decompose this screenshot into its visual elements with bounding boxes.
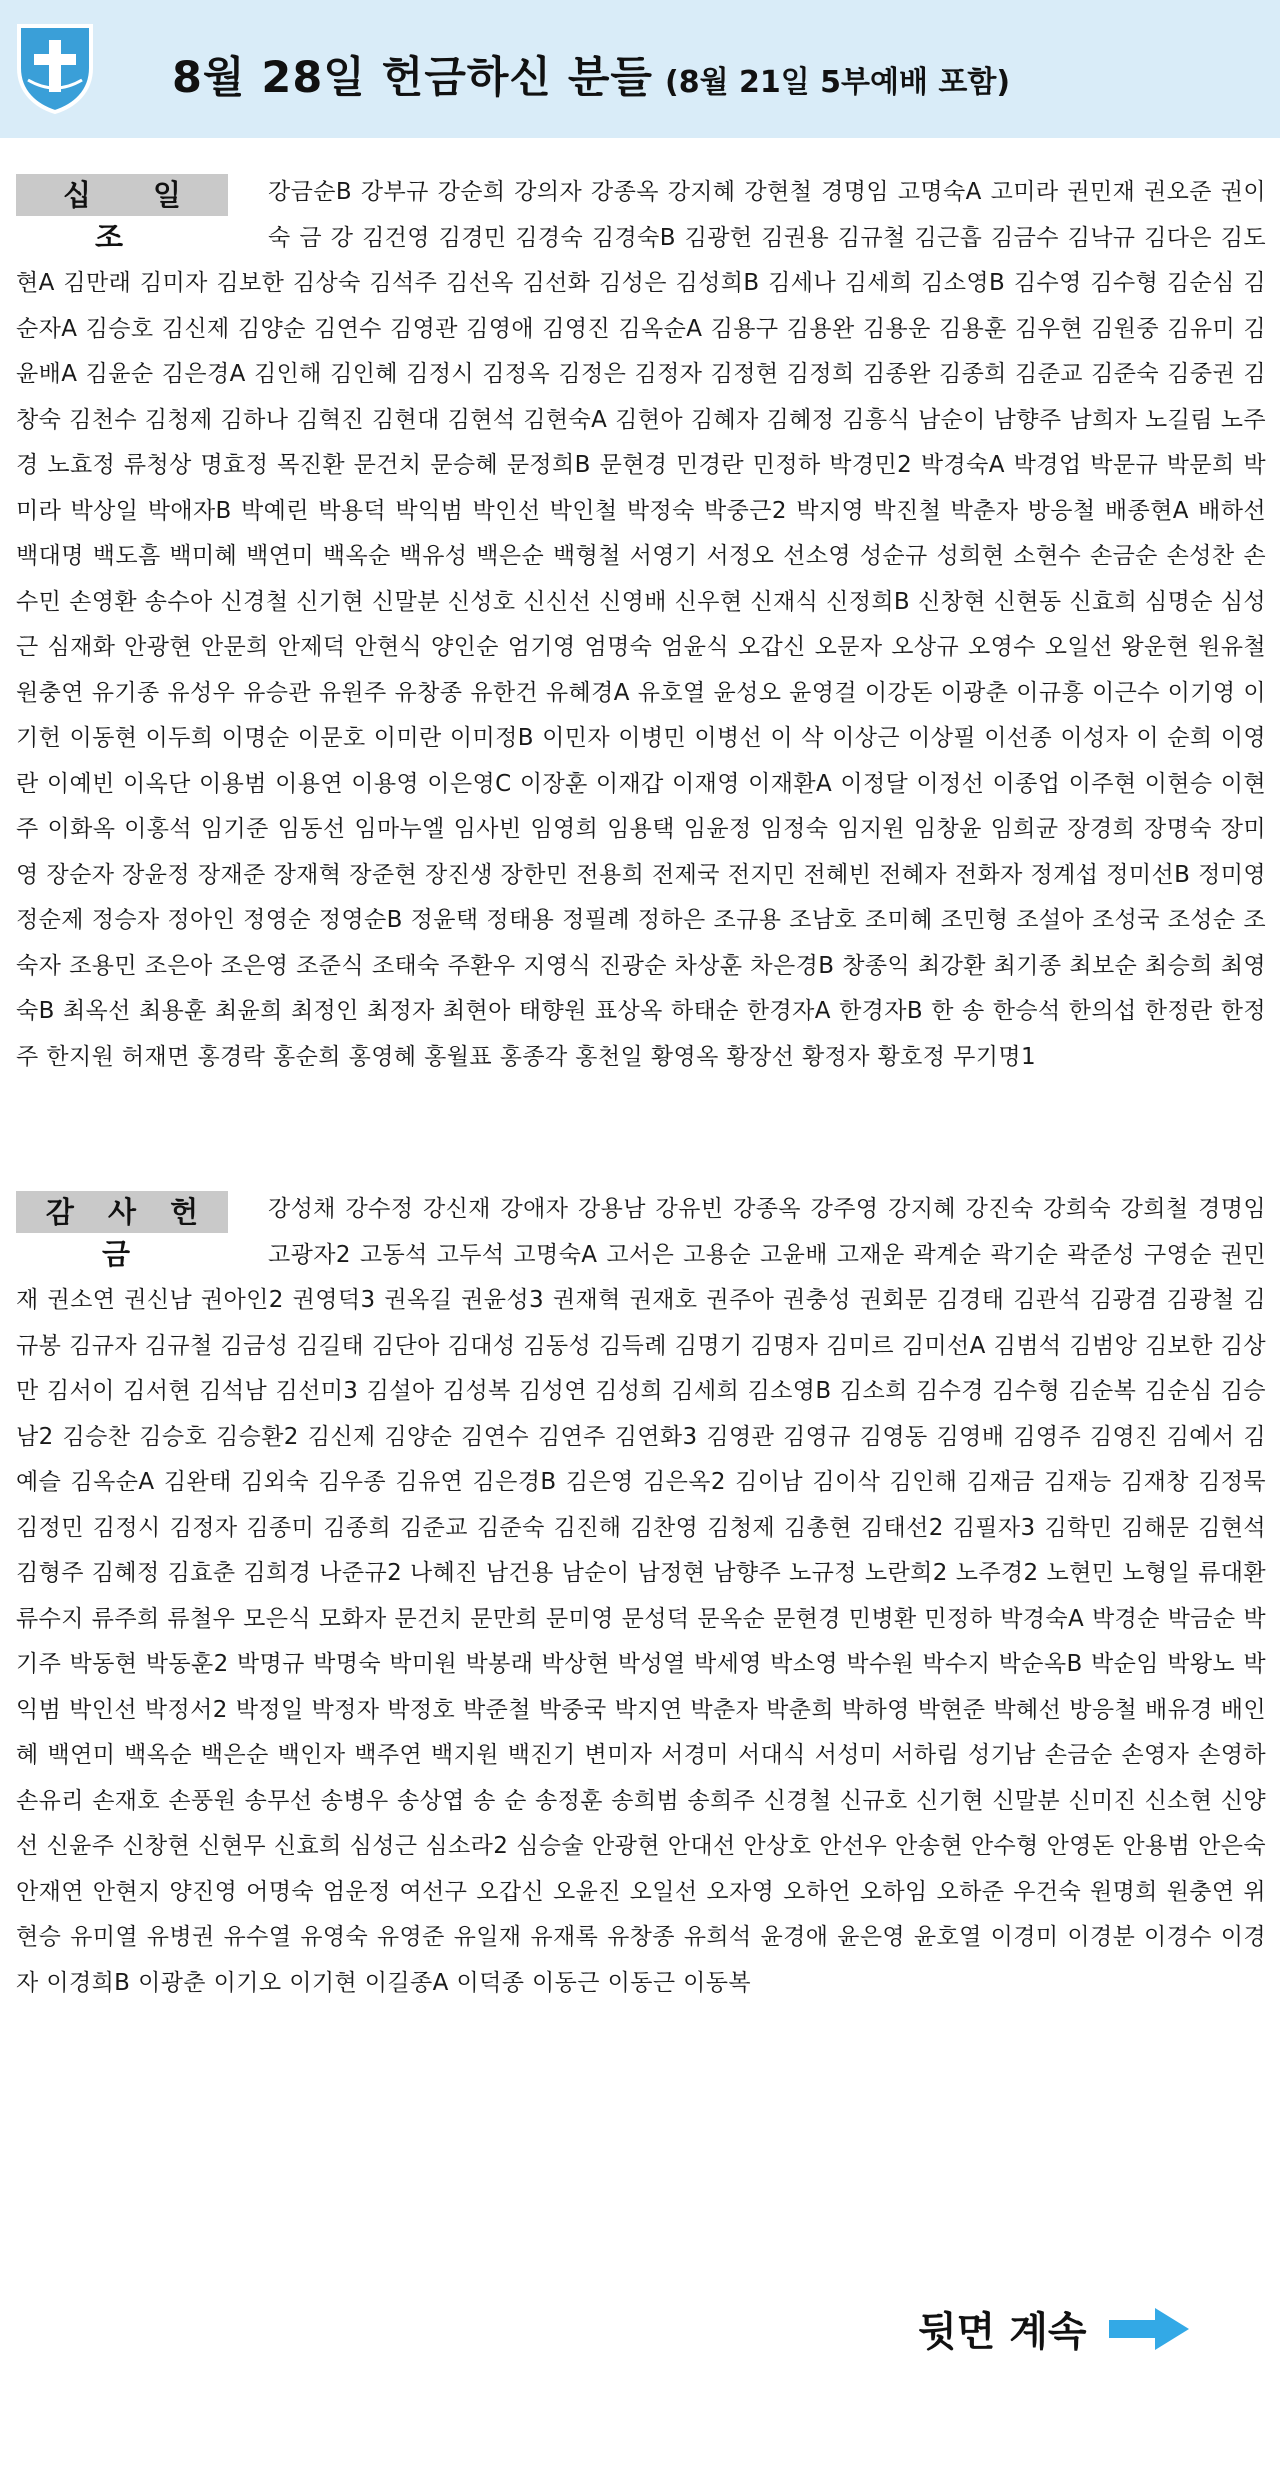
- thanksgiving-section: [16, 1187, 1266, 2006]
- tithe-names: 강금순B 강부규 강순희 강의자 강종옥 강지혜 강현철 경명임 고명숙A 고미라 권민재 권오준 권이숙 금 강 김건영 김경민 김경숙 김경숙B 김광헌 김권용 김규철 김근흡 김금수 김낙규 김다은 김도현A 김만래 김미자 김보한 김상숙 김석주 김선옥 김선화 김성은 김성희B 김세나 김세희 김소영B 김수영 김수형 김순심 김순자A 김승호 김신제 김양순 김연수 김영관 김영애 김영진 김옥순A 김용구 김용완 김용운 김용훈 김우현 김원중 김유미 김윤배A 김윤순 김은경A 김인해 김인혜 김정시 김정옥 김정은 김정자 김정현 김정희 김종완 김종희 김준교 김준숙 김중권 김창숙 김천수 김청제 김하나 김혁진 김현대 김현석 김현숙A 김현아 김혜자 김혜정 김흥식 남순이 남향주 남희자 노길림 노주경 노효정 류청상 명효정 목진환 문건치 문승혜 문정희B 문현경 민경란 민정하 박경민2 박경숙A 박경업 박문규 박문희 박미라 박상일 박애자B 박예린 박용덕 박익범 박인선 박인철 박정숙 박중근2 박지영 박진철 박춘자 방응철 배종현A 배하선 백대명 백도흠 백미혜 백연미 백옥순 백유성 백은순 백형철 서영기 서정오 선소영 성순규 성희현 소현수 손금순 손성찬 손수민 손영환 송수아 신경철 신기현 신말분 신성호 신신선 신영배 신우현 신재식 신정희B 신창현 신현동 신효희 심명순 심성근 심재화 안광현 안문희 안제덕 안현식 양인순 엄기영 엄명숙 엄윤식 오갑신 오문자 오상규 오영수 오일선 왕운현 원유철 원충연 유기종 유성우 유승관 유원주 유창종 유한건 유혜경A 유호열 윤성오 윤영걸 이강돈 이광춘 이규흥 이근수 이기영 이기헌 이동현 이두희 이명순 이문호 이미란 이미정B 이민자 이병민 이병선 이 삭 이상근 이상필 이선종 이성자 이 순희 이영란 이예빈 이옥단 이용범 이용연 이용영 이은영C 이장훈 이재갑 이재영 이재환A 이정달 이정선 이종업 이주현 이현승 이현주 이화옥 이홍석 임기준 임동선 임마누엘 임사빈 임영희 임용택 임윤정 임정숙 임지원 임창윤 임희균 장경희 장명숙 장미영 장순자 장윤정 장재준 장재혁 장준현 장진생 장한민 전용희 전제국 전지민 전혜빈 전혜자 전화자 정계섭 정미선B 정미영 정순제 정승자 정아인 정영순 정영순B 정윤택 정태용 정필례 정하은 조규용 조남호 조미혜 조민형 조설아 조성국 조성순 조숙자 조용민 조은아 조은영 조준식 조태숙 주환우 지영식 진광순 차상훈 차은경B 창종익 최강환 최기종 최보순 최승희 최영숙B 최옥선 최용훈 최윤희 최정인 최정자 최현아 태향원 표상옥 하태순 한경자A 한경자B 한 송 한승석 한의섭 한정란 한정주 한지원 허재면 홍경락 홍순희 홍영혜 홍월표 홍종각 홍천일 황영옥 황장선 황정자 황호정 무기명1: [16, 179, 1266, 1070]
- tithe-label: 십 일 조: [16, 174, 228, 216]
- church-cross-logo-icon: [14, 22, 96, 114]
- page-title: [172, 44, 1010, 104]
- page-header: [0, 0, 1280, 138]
- thanksgiving-names: 강성채 강수정 강신재 강애자 강용남 강유빈 강종옥 강주영 강지혜 강진숙 강희숙 강희철 경명임 고광자2 고동석 고두석 고명숙A 고서은 고용순 고윤배 고재운 곽계순 곽기순 곽준성 구영순 권민재 권소연 권신남 권아인2 권영덕3 권옥길 권윤성3 권재혁 권재호 권주아 권충성 권회문 김경태 김관석 김광겸 김광철 김규봉 김규자 김규철 김금성 김길태 김단아 김대성 김동성 김득례 김명기 김명자 김미르 김미선A 김범석 김범앙 김보한 김상만 김서이 김서현 김석남 김선미3 김설아 김성복 김성연 김성희 김세희 김소영B 김소희 김수경 김수형 김순복 김순심 김승남2 김승찬 김승호 김승환2 김신제 김양순 김연수 김연주 김연화3 김영관 김영규 김영동 김영배 김영주 김영진 김예서 김예슬 김옥순A 김완태 김외숙 김우종 김유연 김은경B 김은영 김은옥2 김이남 김이삭 김인해 김재금 김재능 김재창 김정묵 김정민 김정시 김정자 김종미 김종희 김준교 김준숙 김진해 김찬영 김청제 김총현 김태선2 김필자3 김학민 김해문 김현석 김형주 김혜정 김효춘 김희경 나준규2 나혜진 남건용 남순이 남정현 남향주 노규정 노란희2 노주경2 노현민 노형일 류대환 류수지 류주희 류철우 모은식 모화자 문건치 문만희 문미영 문성덕 문옥순 문현경 민병환 민정하 박경숙A 박경순 박금순 박기주 박동현 박동훈2 박명규 박명숙 박미원 박봉래 박상현 박성열 박세영 박소영 박수원 박수지 박순옥B 박순임 박왕노 박익범 박인선 박정서2 박정일 박정자 박정호 박준철 박중국 박지연 박춘자 박춘희 박하영 박현준 박혜선 방응철 배유경 배인혜 백연미 백옥순 백은순 백인자 백주연 백지원 백진기 변미자 서경미 서대식 서성미 서하림 성기남 손금순 손영자 손영하 손유리 손재호 손풍원 송무선 송병우 송상엽 송 순 송정훈 송희범 송희주 신경철 신규호 신기현 신말분 신미진 신소현 신양선 신윤주 신창현 신현무 신효희 심성근 심소라2 심승술 안광현 안대선 안상호 안선우 안송현 안수형 안영돈 안용범 안은숙 안재연 안현지 양진영 어명숙 엄운정 여선구 오갑신 오윤진 오일선 오자영 오하언 오하임 오하준 우건숙 원명희 원충연 위현승 유미열 유병권 유수열 유영숙 유영준 유일재 유재록 유창종 유희석 윤경애 윤은영 윤호열 이경미 이경분 이경수 이경자 이경희B 이광춘 이기오 이기현 이길종A 이덕종 이동근 이동근 이동복: [16, 1196, 1266, 1996]
- arrow-right-icon: [1107, 2305, 1191, 2353]
- continued-text: 뒷면 계속: [918, 2309, 1087, 2355]
- title-subtitle: (8월 21일 5부예배 포함): [664, 65, 1011, 100]
- continued-footer: [918, 2300, 1191, 2360]
- thanksgiving-label: 감 사 헌 금: [16, 1191, 228, 1233]
- title-main: 8월 28일 헌금하신 분들: [172, 53, 653, 103]
- tithe-section: [16, 170, 1266, 1080]
